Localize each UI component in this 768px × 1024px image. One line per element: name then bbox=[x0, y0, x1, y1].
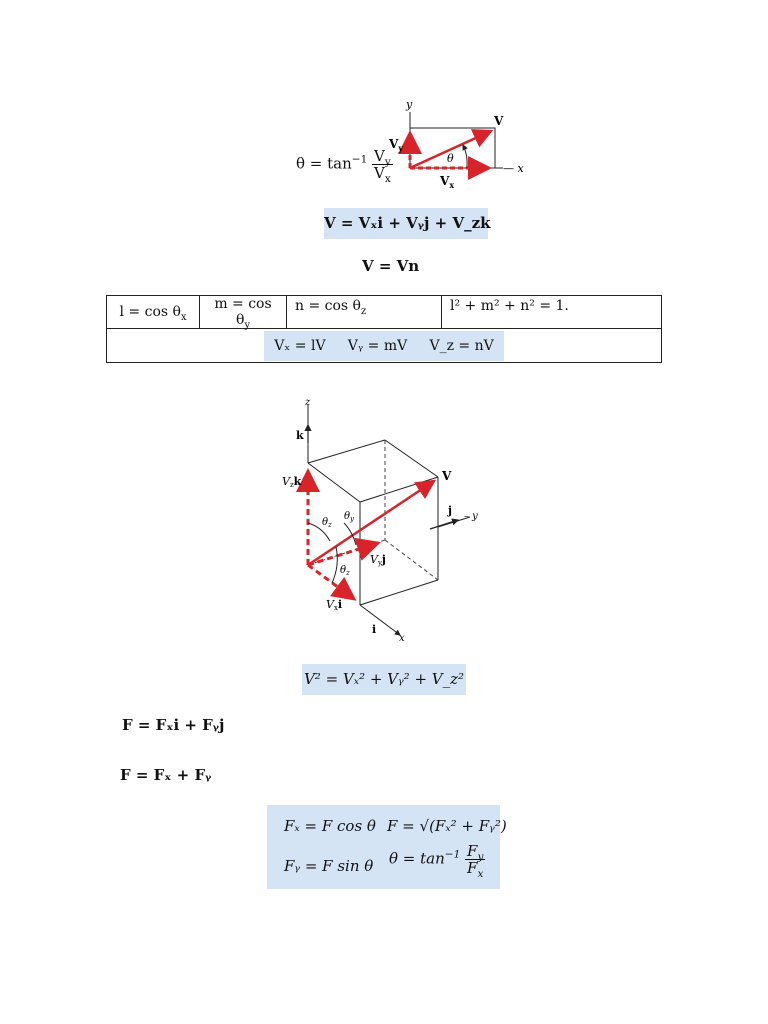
f-magnitude-equation: F = √(Fₓ² + Fᵧ²) bbox=[387, 817, 507, 835]
label-x-3d: x bbox=[399, 633, 405, 644]
theta-formula-2d bbox=[296, 147, 393, 185]
label-theta-y-3d: $\theta_y$ bbox=[344, 511, 354, 523]
label-y-3d: – y bbox=[464, 511, 478, 522]
j-unit-arrow bbox=[430, 520, 458, 529]
fraction-denominator-sub: x bbox=[384, 173, 391, 185]
label-theta-x-3d: $\theta_z$ bbox=[340, 565, 350, 577]
label-vx-2d: $V_x$ bbox=[440, 174, 455, 190]
vector-3d-diagram bbox=[270, 395, 500, 645]
theta-x-arc bbox=[332, 547, 337, 583]
magnitude-equation: V² = Vₓ² + Vᵧ² + V_z² bbox=[302, 664, 466, 695]
force-sum-equation: F = Fₓ + Fᵧ bbox=[120, 766, 212, 784]
fraction-denominator: V bbox=[374, 164, 385, 182]
label-k-3d: k bbox=[296, 429, 304, 442]
label-v-3d: V bbox=[442, 469, 452, 483]
cosine-m-text: m = cos θ bbox=[214, 296, 272, 328]
label-i-3d: i bbox=[372, 623, 377, 636]
theta-arc-2d bbox=[463, 145, 467, 168]
fy-equation: Fᵧ = F sin θ bbox=[284, 857, 374, 875]
x-axis-3d bbox=[360, 605, 400, 635]
cosine-m-cell bbox=[200, 296, 287, 329]
fraction-numerator: V bbox=[374, 147, 385, 165]
label-vzk-3d: Vzk bbox=[282, 475, 302, 489]
label-vyj-3d: Vyj bbox=[370, 553, 386, 567]
theta-force-fraction bbox=[465, 842, 485, 880]
cosine-n-sub: z bbox=[360, 305, 367, 317]
vector-components-equation: V = Vₓi + Vᵧj + V_zk bbox=[324, 208, 488, 239]
label-j-3d: j bbox=[448, 504, 452, 517]
components-row bbox=[107, 329, 662, 363]
vector-2d-diagram bbox=[385, 95, 545, 190]
fx-equation: Fₓ = F cos θ bbox=[284, 817, 376, 835]
cosine-l-text: l = cos θ bbox=[119, 304, 181, 320]
components-row-text: Vₓ = lV Vᵧ = mV V_z = nV bbox=[264, 331, 503, 361]
label-vxi-3d: Vxi bbox=[326, 598, 343, 612]
cosine-m-sub: y bbox=[244, 319, 250, 331]
cosine-n-text: n = cos θ bbox=[295, 298, 361, 314]
force-fraction-denominator-sub: x bbox=[477, 868, 484, 880]
force-fraction-denominator: F bbox=[467, 859, 478, 877]
cosine-identity-text: l² + m² + n² = 1. bbox=[450, 298, 569, 314]
force-components-equation: F = Fₓi + Fᵧj bbox=[122, 716, 225, 734]
label-vy-2d: $V_y$ bbox=[389, 137, 403, 153]
label-v-2d: V bbox=[494, 114, 504, 128]
direction-cosines-table bbox=[106, 295, 662, 363]
cosine-n-cell bbox=[287, 296, 442, 329]
theta-force-equation bbox=[389, 842, 485, 880]
label-theta-z-3d: $\theta_z$ bbox=[322, 517, 332, 529]
theta-formula-lhs: θ = tan bbox=[296, 154, 352, 173]
theta-force-exp: −1 bbox=[444, 848, 461, 861]
cosine-l-sub: x bbox=[180, 311, 187, 323]
theta-force-lhs: θ = tan bbox=[389, 849, 445, 868]
force-relations-box bbox=[267, 805, 507, 889]
label-theta-2d: θ bbox=[447, 152, 454, 165]
label-x-2d: — x bbox=[503, 162, 524, 175]
fraction-numerator-sub: y bbox=[384, 156, 391, 168]
force-fraction-numerator: F bbox=[467, 842, 478, 860]
label-y-2d: y bbox=[406, 98, 413, 111]
unit-vector-equation: V = Vn bbox=[362, 257, 420, 275]
cosine-identity-cell bbox=[442, 296, 662, 329]
cosine-l-cell bbox=[107, 296, 200, 329]
force-fraction-numerator-sub: y bbox=[477, 851, 484, 863]
theta-formula-exp: −1 bbox=[351, 153, 368, 166]
label-z-3d: z bbox=[305, 397, 311, 408]
